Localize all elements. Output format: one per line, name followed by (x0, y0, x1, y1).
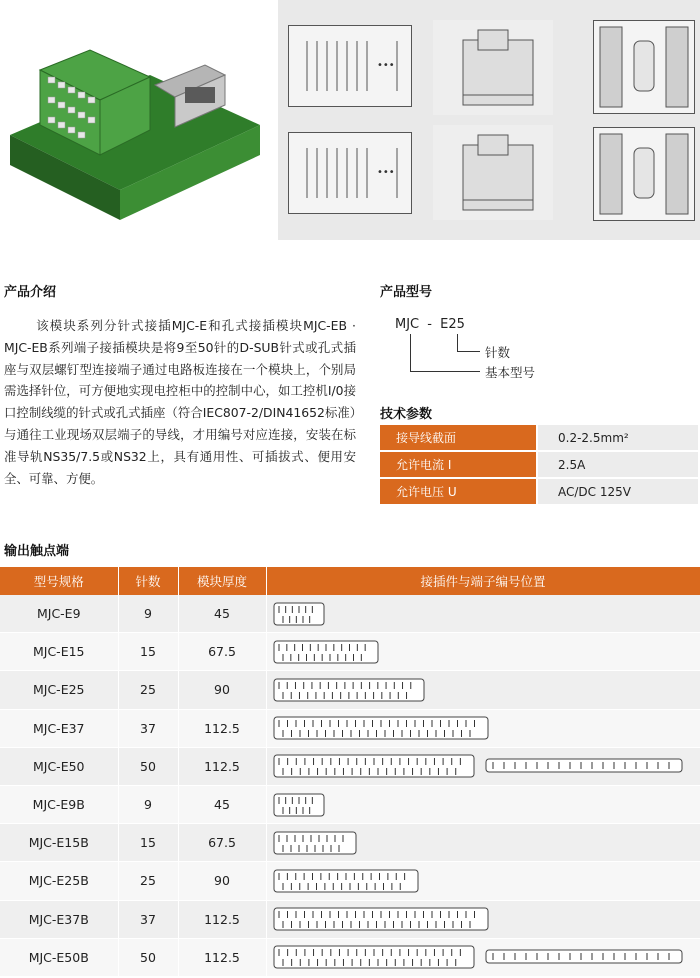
model-code-prefix: MJC (395, 317, 420, 332)
model-title: 产品型号 (380, 285, 433, 300)
param-row (380, 451, 698, 478)
connector-line-base-h (410, 371, 480, 372)
pin-diagram-top (288, 25, 412, 107)
table-row (0, 785, 700, 823)
pin-diagram-bottom (288, 132, 412, 214)
table-row (0, 633, 700, 671)
table-row (0, 824, 700, 862)
cell-pin-diagram (266, 900, 700, 938)
intro-paragraph: 该模块系列分针式接插MJC-E和孔式接插模块MJC-EB · MJC-EB系列端子接插模块是将9至50针的D-SUB针式或孔式插座与双层螺钉型连接端子通过电路板连接在一个模块上，个别局需选择针位，可方便地实现电控柜中的控制中心，如工控机I/0接口控制线缆的针式或孔式插座（符合IEC807-2/DIN41652标准）与通往工业现场双层端子的导线，才用编号对应连接，安装在标准导轨NS35/7.5或NS32上，具有通用性、可插拔式、便用安全、可靠、方便。 (4, 318, 356, 486)
cell-thickness: 45 (178, 595, 266, 633)
header-pins: 针数 (118, 567, 178, 595)
cell-pins: 15 (118, 633, 178, 671)
param-value: 2.5A (537, 451, 698, 478)
dimension-drawings (278, 0, 700, 240)
param-key: 允许电压 U (380, 478, 537, 505)
model-code (395, 317, 465, 332)
table-row (0, 862, 700, 900)
intro-title: 产品介绍 (4, 285, 57, 300)
product-photo (0, 15, 270, 230)
contacts-table (0, 567, 700, 977)
table-row (0, 671, 700, 709)
model-code-separator: - (427, 317, 432, 332)
cell-pin-diagram (266, 824, 700, 862)
connector-line-pins-h (457, 351, 480, 352)
side-view-bottom (433, 125, 553, 220)
cell-thickness: 112.5 (178, 709, 266, 747)
cell-model: MJC-E37 (0, 709, 118, 747)
connector-line-pins-v (457, 334, 458, 352)
table-row (0, 709, 700, 747)
svg-text:•••: ••• (377, 167, 395, 178)
cell-thickness: 112.5 (178, 938, 266, 976)
cell-pins: 50 (118, 938, 178, 976)
cell-pins: 9 (118, 785, 178, 823)
cell-thickness: 90 (178, 671, 266, 709)
model-code-suffix: E25 (440, 317, 465, 332)
svg-text:•••: ••• (377, 60, 395, 71)
cell-model: MJC-E15 (0, 633, 118, 671)
pin-position-diagram (273, 869, 419, 893)
cell-pin-diagram (266, 747, 700, 785)
table-row (0, 747, 700, 785)
cell-thickness: 67.5 (178, 633, 266, 671)
pin-position-diagram (273, 793, 325, 817)
param-value: 0.2-2.5mm² (537, 425, 698, 451)
cell-model: MJC-E50B (0, 938, 118, 976)
pin-position-diagram (273, 945, 475, 969)
cell-pin-diagram (266, 709, 700, 747)
cell-model: MJC-E9 (0, 595, 118, 633)
cell-thickness: 90 (178, 862, 266, 900)
cell-pin-diagram (266, 633, 700, 671)
param-row (380, 478, 698, 505)
terminal-strip-diagram (485, 758, 685, 774)
pin-position-diagram (273, 602, 325, 626)
cell-pins: 25 (118, 671, 178, 709)
cell-pin-diagram (266, 595, 700, 633)
cell-model: MJC-E50 (0, 747, 118, 785)
header-diagram: 接插件与端子编号位置 (266, 567, 700, 595)
contacts-title: 输出触点端 (4, 544, 70, 559)
cell-model: MJC-E9B (0, 785, 118, 823)
cell-model: MJC-E25B (0, 862, 118, 900)
cell-model: MJC-E15B (0, 824, 118, 862)
label-pins: 针数 (485, 345, 511, 360)
cell-pin-diagram (266, 671, 700, 709)
pin-position-diagram (273, 640, 379, 664)
front-view-top (593, 20, 695, 114)
cell-pin-diagram (266, 862, 700, 900)
cell-pins: 9 (118, 595, 178, 633)
cell-pin-diagram (266, 785, 700, 823)
param-key: 允许电流 I (380, 451, 537, 478)
cell-model: MJC-E37B (0, 900, 118, 938)
cell-pins: 15 (118, 824, 178, 862)
cell-model: MJC-E25 (0, 671, 118, 709)
side-view-top (433, 20, 553, 115)
param-key: 接导线截面 (380, 425, 537, 451)
params-table (380, 425, 698, 506)
pin-position-diagram (273, 678, 425, 702)
pin-position-diagram (273, 907, 489, 931)
cell-thickness: 112.5 (178, 747, 266, 785)
cell-pins: 50 (118, 747, 178, 785)
cell-pins: 25 (118, 862, 178, 900)
cell-pins: 37 (118, 900, 178, 938)
front-view-bottom (593, 127, 695, 221)
table-row (0, 938, 700, 976)
table-row (0, 595, 700, 633)
terminal-strip-diagram (485, 949, 685, 965)
intro-text (4, 315, 356, 489)
table-row (0, 900, 700, 938)
connector-line-base-v (410, 334, 411, 372)
header-thickness: 模块厚度 (178, 567, 266, 595)
table-header-row (0, 567, 700, 595)
cell-thickness: 67.5 (178, 824, 266, 862)
cell-thickness: 112.5 (178, 900, 266, 938)
pin-position-diagram (273, 754, 475, 778)
param-value: AC/DC 125V (537, 478, 698, 505)
cell-pins: 37 (118, 709, 178, 747)
header-model: 型号规格 (0, 567, 118, 595)
param-row (380, 425, 698, 451)
cell-pin-diagram (266, 938, 700, 976)
label-base-model: 基本型号 (485, 365, 536, 380)
cell-thickness: 45 (178, 785, 266, 823)
params-title: 技术参数 (380, 407, 433, 422)
pin-position-diagram (273, 716, 489, 740)
pin-position-diagram (273, 831, 357, 855)
